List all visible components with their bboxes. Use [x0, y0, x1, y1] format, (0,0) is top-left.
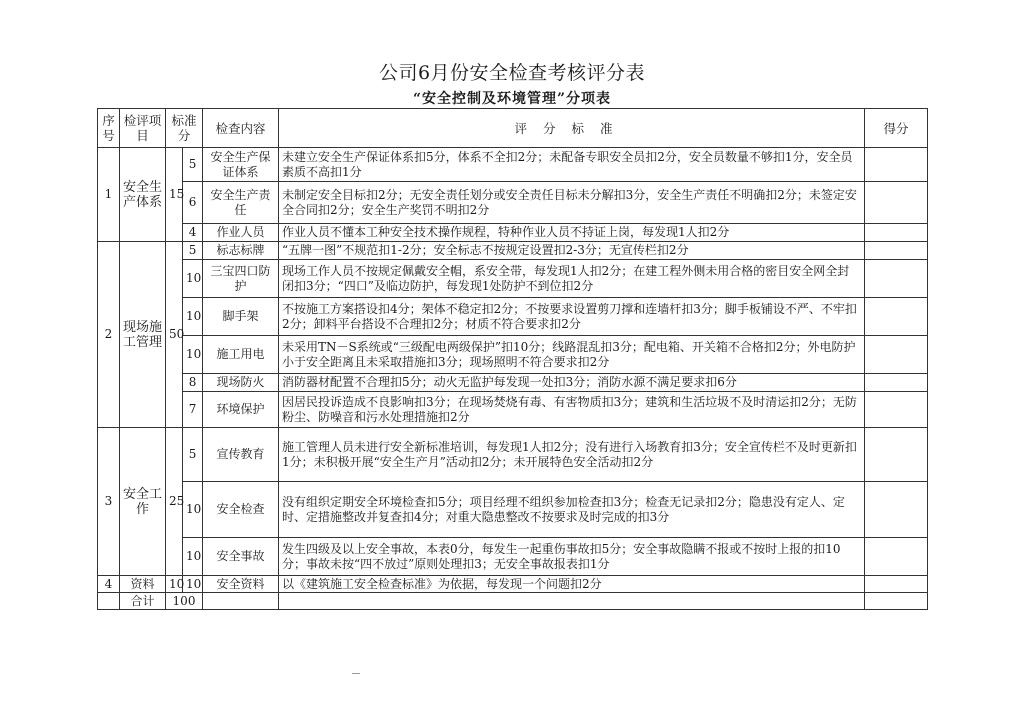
row-points: 8 [183, 374, 203, 392]
section-seq: 3 [98, 428, 120, 576]
row-item: 安全生产保证体系 [203, 148, 279, 182]
header-criteria: 评分标准 [279, 109, 865, 148]
row-points: 6 [183, 182, 203, 224]
score-cell[interactable] [865, 482, 928, 538]
score-cell[interactable] [865, 336, 928, 374]
page-divider [352, 673, 360, 674]
score-cell[interactable] [865, 392, 928, 428]
row-item: 安全事故 [203, 538, 279, 576]
total-label: 合计 [120, 593, 166, 610]
table-row [98, 224, 928, 242]
total-value: 100 [166, 593, 203, 610]
score-cell[interactable] [865, 182, 928, 224]
table-row [98, 182, 928, 224]
score-cell[interactable] [865, 576, 928, 593]
row-criteria: 以《建筑施工安全检查标准》为依据，每发现一个问题扣2分 [279, 576, 865, 593]
row-points: 10 [183, 260, 203, 298]
row-item: 宣传教育 [203, 428, 279, 482]
row-item: 现场防火 [203, 374, 279, 392]
row-points: 5 [183, 148, 203, 182]
section-total: 15 [166, 148, 183, 242]
score-cell[interactable] [865, 148, 928, 182]
score-cell[interactable] [865, 428, 928, 482]
table-row [98, 392, 928, 428]
table-row [98, 538, 928, 576]
header-score: 得分 [865, 109, 928, 148]
row-item: 标志标牌 [203, 242, 279, 260]
row-points: 5 [183, 428, 203, 482]
row-criteria: 不按施工方案搭设扣4分；架体不稳定扣2分；不按要求设置剪刀撑和连墙杆扣3分；脚手板铺设不严、不牢扣2分；卸料平台搭设不合理扣2分；材质不符合要求扣2分 [279, 298, 865, 336]
row-points: 7 [183, 392, 203, 428]
row-criteria: 发生四级及以上安全事故，本表0分，每发生一起重伤事故扣5分；安全事故隐瞒不报或不按时上报的扣10分；事故未按“四不放过”原则处理扣3；无安全事故报表扣1分 [279, 538, 865, 576]
row-points: 10 [183, 336, 203, 374]
section-total: 10 [166, 576, 183, 593]
row-criteria: 未制定安全目标扣2分；无安全责任划分或安全责任目标未分解扣3分，安全生产责任不明确扣2分；未签定安全合同扣2分；安全生产奖罚不明扣2分 [279, 182, 865, 224]
page-title: 公司6月份安全检查考核评分表 [378, 62, 646, 84]
section-category: 资料 [120, 576, 166, 593]
table-row [98, 374, 928, 392]
row-points: 10 [183, 538, 203, 576]
row-points: 5 [183, 242, 203, 260]
table-row [98, 298, 928, 336]
row-item: 安全生产责任 [203, 182, 279, 224]
row-criteria: 现场工作人员不按规定佩戴安全帽，系安全带，每发现1人扣2分；在建工程外侧未用合格的密目安全网全封闭扣3分；“四口”及临边防护，每发现1处防护不到位扣2分 [279, 260, 865, 298]
row-item: 施工用电 [203, 336, 279, 374]
score-cell[interactable] [865, 260, 928, 298]
table-row [98, 336, 928, 374]
table-row [98, 148, 928, 182]
header-seq: 序号 [98, 109, 120, 148]
total-row [98, 593, 928, 610]
section-seq: 2 [98, 242, 120, 428]
row-item: 环境保护 [203, 392, 279, 428]
row-item: 安全资料 [203, 576, 279, 593]
row-criteria: 因居民投诉造成不良影响扣3分；在现场焚烧有毒、有害物质扣3分；建筑和生活垃圾不及时清运扣2分；无防粉尘、防噪音和污水处理措施扣2分 [279, 392, 865, 428]
scoring-table [97, 108, 928, 610]
row-points: 4 [183, 224, 203, 242]
section-category: 现场施工管理 [120, 242, 166, 428]
row-criteria: 没有组织定期安全环境检查扣5分；项目经理不组织参加检查扣3分；检查无记录扣2分；隐患没有定人、定时、定措施整改并复查扣4分；对重大隐患整改不按要求及时完成的扣3分 [279, 482, 865, 538]
row-item: 安全检查 [203, 482, 279, 538]
table-row [98, 260, 928, 298]
table-row [98, 482, 928, 538]
score-cell[interactable] [865, 242, 928, 260]
header-category: 检评项目 [120, 109, 166, 148]
row-points: 10 [183, 482, 203, 538]
section-category: 安全生产体系 [120, 148, 166, 242]
row-item: 作业人员 [203, 224, 279, 242]
section-total: 25 [166, 428, 183, 576]
row-points: 10 [183, 298, 203, 336]
score-cell[interactable] [865, 538, 928, 576]
table-row [98, 576, 928, 593]
header-row [98, 109, 928, 148]
score-cell[interactable] [865, 224, 928, 242]
section-total: 50 [166, 242, 183, 428]
table-row [98, 428, 928, 482]
row-criteria: “五牌一图”不规范扣1-2分；安全标志不按规定设置扣2-3分；无宣传栏扣2分 [279, 242, 865, 260]
row-criteria: 消防器材配置不合理扣5分；动火无监护每发现一处扣3分；消防水源不满足要求扣6分 [279, 374, 865, 392]
total-score-cell[interactable] [865, 593, 928, 610]
row-criteria: 未采用TN－S系统或“三级配电两级保护”扣10分；线路混乱扣3分；配电箱、开关箱不合格扣2分；外电防护小于安全距离且未采取措施扣3分；现场照明不符合要求扣2分 [279, 336, 865, 374]
header-content: 检查内容 [203, 109, 279, 148]
row-criteria: 施工管理人员未进行安全新标准培训，每发现1人扣2分；没有进行入场教育扣3分；安全宣传栏不及时更新扣1分；未积极开展“安全生产月”活动扣2分；未开展特色安全活动扣2分 [279, 428, 865, 482]
header-std-score: 标准分 [166, 109, 203, 148]
page-subtitle: “安全控制及环境管理”分项表 [412, 91, 612, 107]
table-row [98, 242, 928, 260]
row-criteria: 作业人员不懂本工种安全技术操作规程，特种作业人员不持证上岗，每发现1人扣2分 [279, 224, 865, 242]
score-cell[interactable] [865, 374, 928, 392]
section-seq: 4 [98, 576, 120, 593]
score-cell[interactable] [865, 298, 928, 336]
row-points: 10 [183, 576, 203, 593]
row-item: 脚手架 [203, 298, 279, 336]
row-criteria: 未建立安全生产保证体系扣5分，体系不全扣2分；未配备专职安全员扣2分，安全员数量不够扣1分，安全员素质不高扣1分 [279, 148, 865, 182]
row-item: 三宝四口防护 [203, 260, 279, 298]
section-category: 安全工作 [120, 428, 166, 576]
section-seq: 1 [98, 148, 120, 242]
